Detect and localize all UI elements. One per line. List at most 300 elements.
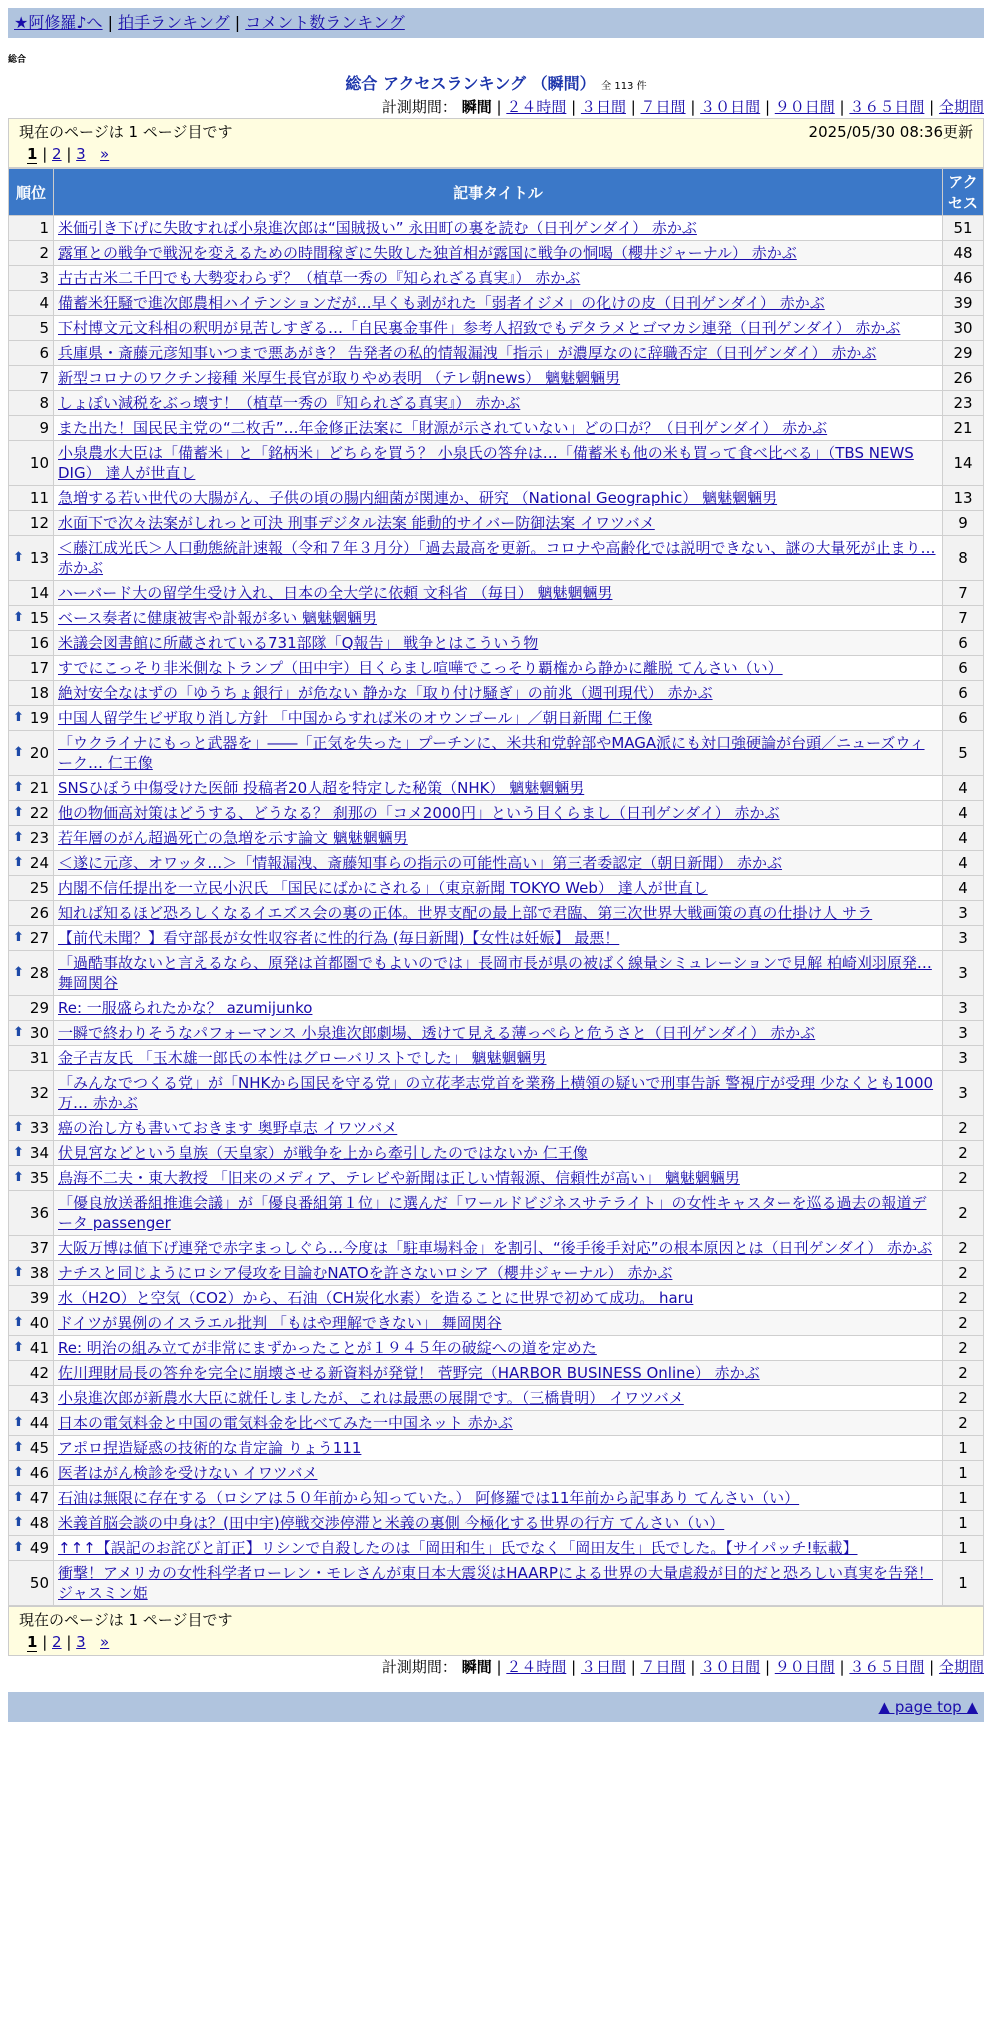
- top-nav: ★阿修羅♪へ | 拍手ランキング | コメント数ランキング: [8, 8, 984, 38]
- title-cell: [54, 1191, 943, 1236]
- table-row: [9, 1286, 984, 1311]
- rank-cell: [9, 996, 54, 1021]
- article-title-link[interactable]: 若年層のがん超過死亡の急増を示す論文 魑魅魍魎男: [58, 829, 408, 847]
- access-count: 6: [943, 681, 984, 706]
- access-count: 46: [943, 266, 984, 291]
- access-count: 2: [943, 1236, 984, 1261]
- table-row: [9, 241, 984, 266]
- title-cell: [54, 1261, 943, 1286]
- rank-cell: [9, 416, 54, 441]
- rank-up-arrow-icon: ⬆: [13, 1440, 24, 1455]
- table-row: [9, 731, 984, 776]
- page-links: 1 | 2 | 3 »: [27, 145, 110, 163]
- table-row: [9, 1191, 984, 1236]
- table-row: [9, 1071, 984, 1116]
- rank-number: 14: [29, 584, 49, 602]
- table-row: [9, 341, 984, 366]
- article-title-link[interactable]: 新型コロナのワクチン接種 米厚生長官が取りやめ表明 （テレ朝news） 魑魅魍魎男: [58, 369, 621, 387]
- access-count: 14: [943, 441, 984, 486]
- rank-cell: [9, 1386, 54, 1411]
- page-next-link[interactable]: »: [100, 145, 110, 163]
- title-cell: [54, 1436, 943, 1461]
- table-row: [9, 291, 984, 316]
- table-row: [9, 826, 984, 851]
- article-title-link[interactable]: 絶対安全なはずの「ゆうちょ銀行」が危ない 静かな「取り付け騒ぎ」の前兆（週刊現代） 赤かぶ: [58, 684, 713, 702]
- access-count: 8: [943, 536, 984, 581]
- rank-cell: [9, 511, 54, 536]
- rank-cell: [9, 1361, 54, 1386]
- period-link[interactable]: ３０日間: [700, 98, 761, 116]
- article-title-link[interactable]: 日本の電気料金と中国の電気料金を比べてみた一中国ネット 赤かぶ: [58, 1414, 513, 1432]
- access-count: 6: [943, 656, 984, 681]
- article-title-link[interactable]: 小泉農水大臣は「備蓄米」と「銘柄米」どちらを買う？ 小泉氏の答弁は…「備蓄米も他の米も買って食べ比べる」（TBS NEWS DIG） 達人が世直し: [58, 444, 914, 482]
- article-title-link[interactable]: すでにこっそり非米側なトランプ（田中宇）目くらまし喧嘩でこっそり覇権から静かに離脱 てんさい（い）: [58, 659, 783, 677]
- rank-up-arrow-icon: ⬆: [13, 1265, 24, 1280]
- rank-number: 10: [29, 454, 49, 472]
- title-cell: [54, 1536, 943, 1561]
- rank-up-arrow-icon: ⬆: [13, 745, 24, 760]
- rank-number: 15: [29, 609, 49, 627]
- period-selector-top: 計測期間： 瞬間 | ２４時間 | ３日間 | ７日間 | ３０日間 | ９０日間 | ３６５日間 | 全期間: [381, 98, 984, 116]
- rank-number: 7: [39, 369, 49, 387]
- title-cell: [54, 851, 943, 876]
- rank-number: 45: [29, 1439, 49, 1457]
- table-row: [9, 316, 984, 341]
- rank-number: 12: [29, 514, 49, 532]
- title-cell: [54, 1561, 943, 1606]
- rank-cell: [9, 1236, 54, 1261]
- article-title-link[interactable]: 兵庫県・斎藤元彦知事いつまで悪あがき？ 告発者の私的情報漏洩「指示」が濃厚なのに辞職否定（日刊ゲンダイ） 赤かぶ: [58, 344, 877, 362]
- title-cell: [54, 1236, 943, 1261]
- article-title-link[interactable]: 米義首脳会談の中身は？(田中宇)停戦交渉停滞と米義の裏側 今極化する世界の行方 てんさい（い）: [58, 1514, 725, 1532]
- article-title-link[interactable]: しょぼい減税をぶっ壊す！（植草一秀の『知られざる真実』） 赤かぶ: [58, 394, 521, 412]
- access-count: 2: [943, 1411, 984, 1436]
- article-title-link[interactable]: 衝撃！アメリカの女性科学者ローレン・モレさんが東日本大震災はHAARPによる世界の大量虐殺が目的だと恐ろしい真実を告発！ ジャスミン姫: [58, 1564, 933, 1602]
- rank-cell: [9, 951, 54, 996]
- article-title-link[interactable]: 他の物価高対策はどうする、どうなる？ 刹那の「コメ2000円」という目くらまし（日刊ゲンダイ） 赤かぶ: [58, 804, 780, 822]
- title-cell: [54, 901, 943, 926]
- period-link[interactable]: ７日間: [640, 1658, 686, 1676]
- rank-number: 30: [29, 1024, 49, 1042]
- rank-number: 19: [29, 709, 49, 727]
- access-count: 3: [943, 1046, 984, 1071]
- rank-number: 2: [39, 244, 49, 262]
- rank-cell: [9, 851, 54, 876]
- article-title-link[interactable]: 古古古米二千円でも大勢変わらず？（植草一秀の『知られざる真実』） 赤かぶ: [58, 269, 581, 287]
- total-count: 全 113 件: [601, 81, 647, 92]
- table-row: [9, 1411, 984, 1436]
- rank-cell: [9, 776, 54, 801]
- period-link[interactable]: ７日間: [640, 98, 686, 116]
- rank-cell: [9, 341, 54, 366]
- rank-number: 36: [29, 1204, 49, 1222]
- article-title-link[interactable]: 急増する若い世代の大腸がん、子供の頃の腸内細菌が関連か、研究 （National Geographic） 魑魅魍魎男: [58, 489, 778, 507]
- article-title-link[interactable]: 癌の治し方も書いておきます 奥野卓志 イワツバメ: [58, 1119, 398, 1137]
- table-row: [9, 876, 984, 901]
- rank-up-arrow-icon: ⬆: [13, 550, 24, 565]
- access-count: 4: [943, 851, 984, 876]
- table-row: [9, 366, 984, 391]
- rank-cell: [9, 1191, 54, 1236]
- access-count: 3: [943, 901, 984, 926]
- access-count: 2: [943, 1311, 984, 1336]
- title-cell: [54, 706, 943, 731]
- rank-number: 17: [29, 659, 49, 677]
- period-link[interactable]: ９０日間: [774, 1658, 835, 1676]
- rank-cell: [9, 656, 54, 681]
- access-count: 3: [943, 1021, 984, 1046]
- access-count: 29: [943, 341, 984, 366]
- rank-number: 43: [29, 1389, 49, 1407]
- nav-link-comment-ranking[interactable]: コメント数ランキング: [245, 13, 405, 32]
- rank-up-arrow-icon: ⬆: [13, 1170, 24, 1185]
- access-count: 7: [943, 606, 984, 631]
- article-title-link[interactable]: ナチスと同じようにロシア侵攻を目論むNATOを許さないロシア（櫻井ジャーナル） 赤かぶ: [58, 1264, 673, 1282]
- article-title-link[interactable]: ↑↑↑【誤記のお詫びと訂正】リシンで自殺したのは「岡田和生」氏でなく「岡田友生」氏でした。【サイパッチ!転載】: [58, 1539, 858, 1557]
- title-cell: [54, 1286, 943, 1311]
- article-title-link[interactable]: 「ウクライナにもっと武器を」――「正気を失った」プーチンに、米共和党幹部やMAGA派にも対口強硬論が台頭／ニューズウィーク… 仁王像: [58, 734, 925, 772]
- table-row: [9, 1436, 984, 1461]
- access-count: 6: [943, 706, 984, 731]
- rank-number: 24: [29, 854, 49, 872]
- title-cell: [54, 826, 943, 851]
- pager-top: [8, 118, 984, 168]
- period-link[interactable]: ２４時間: [506, 1658, 567, 1676]
- article-title-link[interactable]: Re: 一服盛られたかな？ azumijunko: [58, 999, 313, 1017]
- rank-up-arrow-icon: ⬆: [13, 855, 24, 870]
- rank-number: 44: [29, 1414, 49, 1432]
- title-cell: [54, 391, 943, 416]
- rank-cell: [9, 1021, 54, 1046]
- table-row: [9, 511, 984, 536]
- rank-number: 35: [29, 1169, 49, 1187]
- article-title-link[interactable]: 米価引き下げに失敗すれば小泉進次郎は“国賊扱い” 永田町の裏を読む（日刊ゲンダイ） 赤かぶ: [58, 219, 697, 237]
- rank-cell: [9, 1166, 54, 1191]
- access-count: 2: [943, 1336, 984, 1361]
- table-row: [9, 926, 984, 951]
- rank-up-arrow-icon: ⬆: [13, 965, 24, 980]
- article-title-link[interactable]: 佐川理財局長の答弁を完全に崩壊させる新資料が発覚！ 菅野完（HARBOR BUSINESS Online） 赤かぶ: [58, 1364, 760, 1382]
- access-count: 2: [943, 1386, 984, 1411]
- nav-link-clap-ranking[interactable]: 拍手ランキング: [118, 13, 230, 32]
- access-count: 4: [943, 776, 984, 801]
- rank-number: 25: [29, 879, 49, 897]
- rank-cell: [9, 1511, 54, 1536]
- article-title-link[interactable]: また出た！国民民主党の“二枚舌”…年金修正法案に「財源が示されていない」どの口が？（日刊ゲンダイ） 赤かぶ: [58, 419, 828, 437]
- rank-number: 46: [29, 1464, 49, 1482]
- article-title-link[interactable]: 「過酷事故ないと言えるなら、原発は首都圏でもよいのでは」長岡市長が県の被ばく線量シミュレーションで見解 柏崎刈羽原発… 舞岡関谷: [58, 954, 932, 992]
- table-row: [9, 656, 984, 681]
- article-title-link[interactable]: アポロ捏造疑惑の技術的な肯定論 りょう111: [58, 1439, 362, 1457]
- current-page-text: 現在のページは 1 ページ目です: [19, 1611, 233, 1629]
- table-row: [9, 1486, 984, 1511]
- period-selector-bottom: 計測期間： 瞬間 | ２４時間 | ３日間 | ７日間 | ３０日間 | ９０日間 | ３６５日間 | 全期間: [381, 1658, 984, 1676]
- access-count: 1: [943, 1486, 984, 1511]
- title-cell: [54, 1386, 943, 1411]
- period-link[interactable]: ３０日間: [700, 1658, 761, 1676]
- updated-timestamp: 2025/05/30 08:36更新: [808, 123, 973, 141]
- title-cell: [54, 801, 943, 826]
- page-next-link[interactable]: »: [100, 1633, 110, 1651]
- table-row: [9, 1461, 984, 1486]
- page-link[interactable]: 3: [76, 1633, 86, 1651]
- access-count: 2: [943, 1166, 984, 1191]
- title-cell: [54, 1336, 943, 1361]
- access-count: 3: [943, 926, 984, 951]
- period-link[interactable]: ３日間: [580, 98, 626, 116]
- table-row: [9, 706, 984, 731]
- table-row: [9, 216, 984, 241]
- article-title-link[interactable]: 【前代未聞？】看守部長が女性収容者に性的行為 (毎日新聞)【女性は妊娠】 最悪！: [58, 929, 620, 947]
- rank-number: 28: [29, 964, 49, 982]
- rank-cell: [9, 1286, 54, 1311]
- title-cell: [54, 1311, 943, 1336]
- table-row: [9, 1141, 984, 1166]
- rank-number: 41: [29, 1339, 49, 1357]
- rank-up-arrow-icon: ⬆: [13, 1515, 24, 1530]
- article-title-link[interactable]: 備蓄米狂騒で進次郎農相ハイテンションだが…早くも剥がれた「弱者イジメ」の化けの皮（日刊ゲンダイ） 赤かぶ: [58, 294, 825, 312]
- article-title-link[interactable]: ドイツが異例のイスラエル批判 「もはや理解できない」 舞岡関谷: [58, 1314, 502, 1332]
- rank-up-arrow-icon: ⬆: [13, 1490, 24, 1505]
- table-row: [9, 1021, 984, 1046]
- rank-cell: [9, 706, 54, 731]
- article-title-link[interactable]: ベース奏者に健康被害や訃報が多い 魑魅魍魎男: [58, 609, 378, 627]
- article-title-link[interactable]: Re: 明治の組み立てが非常にまずかったことが１９４５年の破綻への道を定めた: [58, 1339, 597, 1357]
- rank-cell: [9, 486, 54, 511]
- rank-cell: [9, 1411, 54, 1436]
- page-links: 1 | 2 | 3 »: [27, 1633, 110, 1651]
- table-row: [9, 581, 984, 606]
- article-title-link[interactable]: 医者はがん検診を受けない イワツバメ: [58, 1464, 318, 1482]
- article-title-link[interactable]: 「優良放送番組推進会議」が「優良番組第１位」に選んだ「ワールドビジネスサテライト」の女性キャスターを巡る過去の報道データ passenger: [58, 1194, 927, 1232]
- rank-number: 22: [29, 804, 49, 822]
- footer-bar: [8, 1692, 984, 1722]
- rank-number: 31: [29, 1049, 49, 1067]
- rank-cell: [9, 1116, 54, 1141]
- rank-number: 42: [29, 1364, 49, 1382]
- period-link[interactable]: ３日間: [580, 1658, 626, 1676]
- access-count: 2: [943, 1286, 984, 1311]
- title-cell: [54, 416, 943, 441]
- article-title-link[interactable]: 鳥海不二夫・東大教授 「旧来のメディア、テレビや新聞は正しい情報源、信頼性が高い」 魑魅魍魎男: [58, 1169, 740, 1187]
- article-title-link[interactable]: 伏見宮などという皇族（天皇家）が戦争を上から牽引したのではないか 仁王像: [58, 1144, 588, 1162]
- access-count: 21: [943, 416, 984, 441]
- rank-cell: [9, 681, 54, 706]
- rank-up-arrow-icon: ⬆: [13, 780, 24, 795]
- title-cell: [54, 241, 943, 266]
- access-count: 48: [943, 241, 984, 266]
- nav-link-asyura[interactable]: ★阿修羅♪へ: [14, 13, 103, 32]
- period-link[interactable]: 全期間: [938, 98, 984, 116]
- table-row: [9, 606, 984, 631]
- access-count: 2: [943, 1261, 984, 1286]
- title-cell: [54, 266, 943, 291]
- table-row: [9, 536, 984, 581]
- page-link[interactable]: 3: [76, 145, 86, 163]
- page-top-link[interactable]: ▲ page top ▲: [878, 1698, 978, 1716]
- article-title-link[interactable]: ＜藤江成光氏＞人口動態統計速報（令和７年３月分）「過去最高を更新。コロナや高齢化では説明できない、謎の大量死が止まり… 赤かぶ: [58, 539, 936, 577]
- period-current: 瞬間: [461, 98, 492, 116]
- rank-up-arrow-icon: ⬆: [13, 930, 24, 945]
- page-link[interactable]: 2: [52, 1633, 62, 1651]
- article-title-link[interactable]: ＜遂に元彦、オワッタ…＞「情報漏洩、斎藤知事らの指示の可能性高い」第三者委認定（朝日新聞） 赤かぶ: [58, 854, 783, 872]
- article-title-link[interactable]: 知れば知るほど恐ろしくなるイエズス会の裏の正体。世界支配の最上部で君臨、第三次世界大戦画策の真の仕掛け人 サラ: [58, 904, 873, 922]
- rank-cell: [9, 1336, 54, 1361]
- rank-number: 5: [39, 319, 49, 337]
- title-cell: [54, 511, 943, 536]
- rank-cell: [9, 1311, 54, 1336]
- title-cell: [54, 951, 943, 996]
- rank-cell: [9, 1071, 54, 1116]
- rank-cell: [9, 876, 54, 901]
- page-current: 1: [27, 1633, 38, 1651]
- article-title-link[interactable]: 一瞬で終わりそうなパフォーマンス 小泉進次郎劇場、透けて見える薄っぺらと危うさと（日刊ゲンダイ） 赤かぶ: [58, 1024, 816, 1042]
- access-count: 2: [943, 1141, 984, 1166]
- rank-cell: [9, 1436, 54, 1461]
- article-title-link[interactable]: 金子吉友氏 「玉木雄一郎氏の本性はグローバリストでした」 魑魅魍魎男: [58, 1049, 547, 1067]
- rank-number: 16: [29, 634, 49, 652]
- rank-up-arrow-icon: ⬆: [13, 1120, 24, 1135]
- access-count: 4: [943, 801, 984, 826]
- access-count: 13: [943, 486, 984, 511]
- title-cell: [54, 776, 943, 801]
- article-title-link[interactable]: 「みんなでつくる党」が「NHKから国民を守る党」の立花孝志党首を業務上横領の疑いで刑事告訴 警視庁が受理 少なくとも1000万… 赤かぶ: [58, 1074, 934, 1112]
- access-count: 1: [943, 1536, 984, 1561]
- header-rank: 順位: [9, 169, 54, 216]
- period-link[interactable]: 全期間: [938, 1658, 984, 1676]
- rank-up-arrow-icon: ⬆: [13, 1315, 24, 1330]
- rank-cell: [9, 731, 54, 776]
- rank-number: 33: [29, 1119, 49, 1137]
- rank-cell: [9, 291, 54, 316]
- article-title-link[interactable]: 中国人留学生ビザ取り消し方針 「中国からすれば米のオウンゴール」／朝日新聞 仁王像: [58, 709, 653, 727]
- article-title-link[interactable]: SNSひぼう中傷受けた医師 投稿者20人超を特定した秘策（NHK） 魑魅魍魎男: [58, 779, 585, 797]
- article-title-link[interactable]: 水（H2O）と空気（CO2）から、石油（CH炭化水素）を造ることに世界で初めて成功。 haru: [58, 1289, 694, 1307]
- access-count: 3: [943, 951, 984, 996]
- rank-number: 37: [29, 1239, 49, 1257]
- page-link[interactable]: 2: [52, 145, 62, 163]
- rank-number: 38: [29, 1264, 49, 1282]
- period-label: 計測期間：: [381, 1658, 457, 1676]
- rank-up-arrow-icon: ⬆: [13, 805, 24, 820]
- article-title-link[interactable]: 米議会図書館に所蔵されている731部隊「Q報告」 戦争とはこういう物: [58, 634, 539, 652]
- table-row: [9, 1361, 984, 1386]
- title-cell: [54, 441, 943, 486]
- title-cell: [54, 486, 943, 511]
- rank-up-arrow-icon: ⬆: [13, 1340, 24, 1355]
- current-page-text: 現在のページは 1 ページ目です: [19, 123, 233, 141]
- rank-cell: [9, 826, 54, 851]
- table-row: [9, 391, 984, 416]
- rank-up-arrow-icon: ⬆: [13, 710, 24, 725]
- title-cell: [54, 1361, 943, 1386]
- rank-number: 8: [39, 394, 49, 412]
- rank-cell: [9, 216, 54, 241]
- period-link[interactable]: ３６５日間: [849, 98, 925, 116]
- rank-up-arrow-icon: ⬆: [13, 1145, 24, 1160]
- access-count: 1: [943, 1511, 984, 1536]
- article-title-link[interactable]: 水面下で次々法案がしれっと可決 刑事デジタル法案 能動的サイバー防御法案 イワツバメ: [58, 514, 655, 532]
- rank-up-arrow-icon: ⬆: [13, 1415, 24, 1430]
- title-cell: [54, 1116, 943, 1141]
- rank-number: 13: [29, 549, 49, 567]
- table-row: [9, 1166, 984, 1191]
- rank-cell: [9, 241, 54, 266]
- title-cell: [54, 926, 943, 951]
- table-row: [9, 1336, 984, 1361]
- access-count: 23: [943, 391, 984, 416]
- rank-up-arrow-icon: ⬆: [13, 1025, 24, 1040]
- rank-number: 29: [29, 999, 49, 1017]
- table-row: [9, 441, 984, 486]
- period-label: 計測期間：: [381, 98, 457, 116]
- access-count: 51: [943, 216, 984, 241]
- period-link[interactable]: ９０日間: [774, 98, 835, 116]
- period-current: 瞬間: [461, 1658, 492, 1676]
- rank-number: 3: [39, 269, 49, 287]
- access-count: 6: [943, 631, 984, 656]
- article-title-link[interactable]: 内閣不信任提出を一立民小沢氏 「国民にばかにされる」（東京新聞 TOKYO Web） 達人が世直し: [58, 879, 708, 897]
- rank-cell: [9, 441, 54, 486]
- article-title-link[interactable]: 大阪万博は値下げ連発で赤字まっしぐら…今度は「駐車場料金」を割引、“後手後手対応”の根本原因とは（日刊ゲンダイ） 赤かぶ: [58, 1239, 933, 1257]
- access-count: 2: [943, 1191, 984, 1236]
- access-count: 7: [943, 581, 984, 606]
- period-link[interactable]: ３６５日間: [849, 1658, 925, 1676]
- table-row: [9, 996, 984, 1021]
- access-count: 3: [943, 996, 984, 1021]
- header-title: 記事タイトル: [54, 169, 943, 216]
- rank-number: 21: [29, 779, 49, 797]
- access-count: 9: [943, 511, 984, 536]
- article-title-link[interactable]: 石油は無限に存在する（ロシアは５０年前から知っていた。） 阿修羅では11年前から記事あり てんさい（い）: [58, 1489, 800, 1507]
- article-title-link[interactable]: ハーバード大の留学生受け入れ、日本の全大学に依頼 文科省 （毎日） 魑魅魍魎男: [58, 584, 613, 602]
- rank-cell: [9, 1261, 54, 1286]
- rank-number: 40: [29, 1314, 49, 1332]
- rank-number: 49: [29, 1539, 49, 1557]
- rank-cell: [9, 1461, 54, 1486]
- rank-cell: [9, 901, 54, 926]
- title-cell: [54, 1486, 943, 1511]
- page-title-text: 総合 アクセスランキング （瞬間）: [345, 74, 596, 93]
- rank-cell: [9, 1486, 54, 1511]
- header-access: アクセス: [943, 169, 984, 216]
- rank-cell: [9, 266, 54, 291]
- title-cell: [54, 1511, 943, 1536]
- title-cell: [54, 731, 943, 776]
- table-row: [9, 776, 984, 801]
- ranking-body: [9, 216, 984, 1606]
- article-title-link[interactable]: 小泉進次郎が新農水大臣に就任しましたが、これは最悪の展開です。（三橋貴明） イワツバメ: [58, 1389, 684, 1407]
- table-row: [9, 1536, 984, 1561]
- rank-number: 27: [29, 929, 49, 947]
- access-count: 26: [943, 366, 984, 391]
- title-cell: [54, 366, 943, 391]
- title-cell: [54, 341, 943, 366]
- title-cell: [54, 216, 943, 241]
- article-title-link[interactable]: 下村博文元文科相の釈明が見苦しすぎる…「自民裏金事件」参考人招致でもデタラメとゴマカシ連発（日刊ゲンダイ） 赤かぶ: [58, 319, 901, 337]
- title-cell: [54, 656, 943, 681]
- title-cell: [54, 581, 943, 606]
- rank-cell: [9, 1141, 54, 1166]
- rank-cell: [9, 1561, 54, 1606]
- period-link[interactable]: ２４時間: [506, 98, 567, 116]
- table-row: [9, 1511, 984, 1536]
- access-count: 2: [943, 1116, 984, 1141]
- article-title-link[interactable]: 露軍との戦争で戦況を変えるための時間稼ぎに失敗した独首相が露国に戦争の恫喝（櫻井ジャーナル） 赤かぶ: [58, 244, 797, 262]
- title-cell: [54, 291, 943, 316]
- table-row: [9, 1046, 984, 1071]
- title-cell: [54, 876, 943, 901]
